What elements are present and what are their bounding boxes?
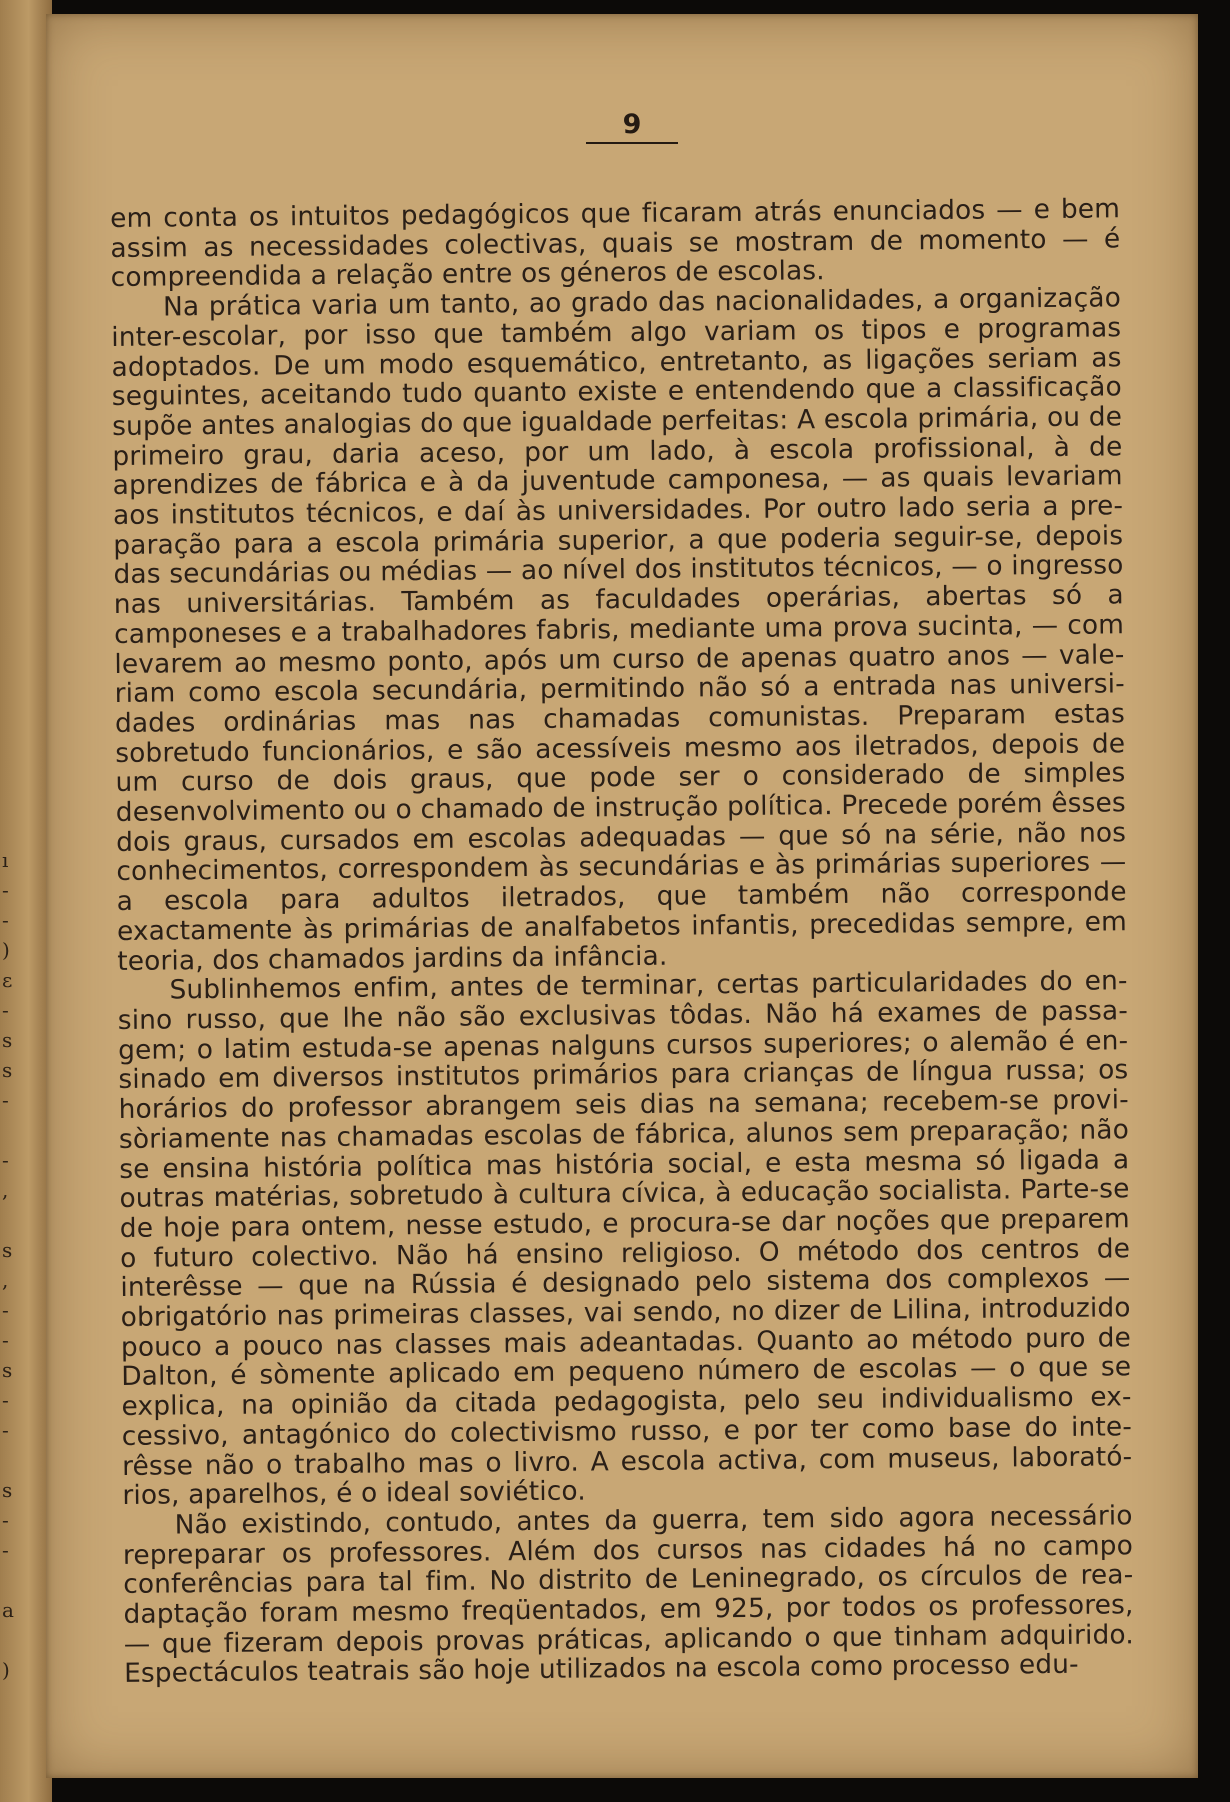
- margin-mark: -: [2, 1328, 9, 1352]
- margin-mark: -: [2, 1298, 9, 1322]
- margin-mark: ): [2, 938, 10, 962]
- margin-mark: -: [2, 1088, 9, 1112]
- margin-mark: -: [2, 908, 9, 932]
- paragraph: Sublinhemos enfim, antes de terminar, certas particularidades do ensino russo, que lhe não são exclusivas tôdas. Não há exames de passagem; o latim estuda-se apenas nalguns cursos superiores; o alemão é ensinado em diversos institutos primários para crianças de língua russa; os horários do professor abrangem seis dias na semana; recebem-se provisòriamente nas chamadas escolas de fábrica, alunos sem preparação; não se ensina história política mas história social, e esta mesma só ligada a outras matérias, sobretudo à cultura cívica, à educação socialista. Parte-se de hoje para ontem, nesse estudo, e procura-se dar noções que preparem o futuro colectivo. Não há ensino religioso. O método dos centros de interêsse — que na Rússia é designado pelo sistema dos complexos — obrigatório nas primeiras classes, vai sendo, no dizer de Lilina, introduzido pouco a pouco nas classes mais adeantadas. Quanto ao método puro de Dalton, é sòmente aplicado em pequeno número de escolas — o que se explica, na opinião da citada pedagogista, pelo seu individualismo excessivo, antagónico do colectivismo russo, e por ter como base do interêsse não o trabalho mas o livro. A escola activa, com museus, laboratórios, aparelhos, é o ideal soviético.: [117, 965, 1133, 1512]
- margin-mark: -: [2, 1538, 9, 1562]
- margin-mark: ,: [2, 1268, 9, 1292]
- paragraph: Não existindo, contudo, antes da guerra, tem sido agora necessário repreparar os professores. Além dos cursos nas cidades há no campo conferências para tal fim. No distrito de Leninegrado, os círculos de readaptação foram mesmo freqüentados, em 925, por todos os professores, — que fizeram depois provas práticas, aplicando o que tinham adquirido. Espectáculos teatrais são hoje utilizados na escola como processo edu-: [122, 1500, 1134, 1690]
- margin-mark: ı: [2, 848, 9, 872]
- margin-mark: ): [2, 1658, 10, 1682]
- margin-mark: -: [2, 1388, 9, 1412]
- margin-mark: s: [2, 1238, 13, 1262]
- book-page: [46, 14, 1198, 1778]
- margin-mark: -: [2, 1508, 9, 1532]
- margin-mark: s: [2, 1058, 13, 1082]
- margin-mark: ɛ: [2, 968, 13, 992]
- margin-mark: ,: [2, 1178, 9, 1202]
- previous-page-edge: [0, 0, 52, 1802]
- previous-page-margin-marks: [0, 0, 16, 1802]
- page-number: 9: [586, 110, 678, 144]
- margin-mark: -: [2, 1418, 9, 1442]
- margin-mark: a: [2, 1598, 14, 1622]
- paragraph: em conta os intuitos pedagógicos que ficaram atrás enunciados — e bem assim as necessidades colectivas, quais se mostram de momento — é compreendida a relação entre os géneros de escolas.: [109, 193, 1121, 294]
- margin-mark: -: [2, 998, 9, 1022]
- body-text: [110, 194, 1134, 1689]
- paragraph: Na prática varia um tanto, ao grado das nacionalidades, a organização inter-escolar, por isso que também algo variam os tipos e programas adoptados. De um modo esquemático, entretanto, as ligações seriam as seguintes, aceitando tudo quanto existe e entendendo que a classificação supõe antes analogias do que igualdade perfeitas: A escola primária, ou de primeiro grau, daria aceso, por um lado, à escola profissional, à de aprendizes de fábrica e à da juventude camponesa, — as quais levariam aos institutos técnicos, e daí às universidades. Por outro lado seria a preparação para a escola primária superior, a que poderia seguir-se, depois das secundárias ou médias — ao nível dos institutos técnicos, — o ingresso nas universitárias. Também as faculdades operárias, abertas só a camponeses e a trabalhadores fabris, mediante uma prova sucinta, — com levarem ao mesmo ponto, após um curso de apenas quatro anos — valeriam como escola secundária, permitindo não só a entrada nas universidades ordinárias mas nas chamadas comunistas. Preparam estas sobretudo funcionários, e são acessíveis mesmo aos iletrados, depois de um curso de dois graus, que pode ser o considerado de simples desenvolvimento ou o chamado de instrução política. Precede porém êsses dois graus, cursados em escolas adequadas — que só na série, não nos conhecimentos, correspondem às secundárias e às primárias superiores — a escola para adultos iletrados, que também não corresponde exactamente às primárias de analfabetos infantis, precedidas sempre, em teoria, dos chamados jardins da infância.: [111, 282, 1128, 977]
- margin-mark: s: [2, 1028, 13, 1052]
- margin-mark: s: [2, 1358, 13, 1382]
- margin-mark: s: [2, 1478, 13, 1502]
- margin-mark: -: [2, 1148, 9, 1172]
- margin-mark: -: [2, 878, 9, 902]
